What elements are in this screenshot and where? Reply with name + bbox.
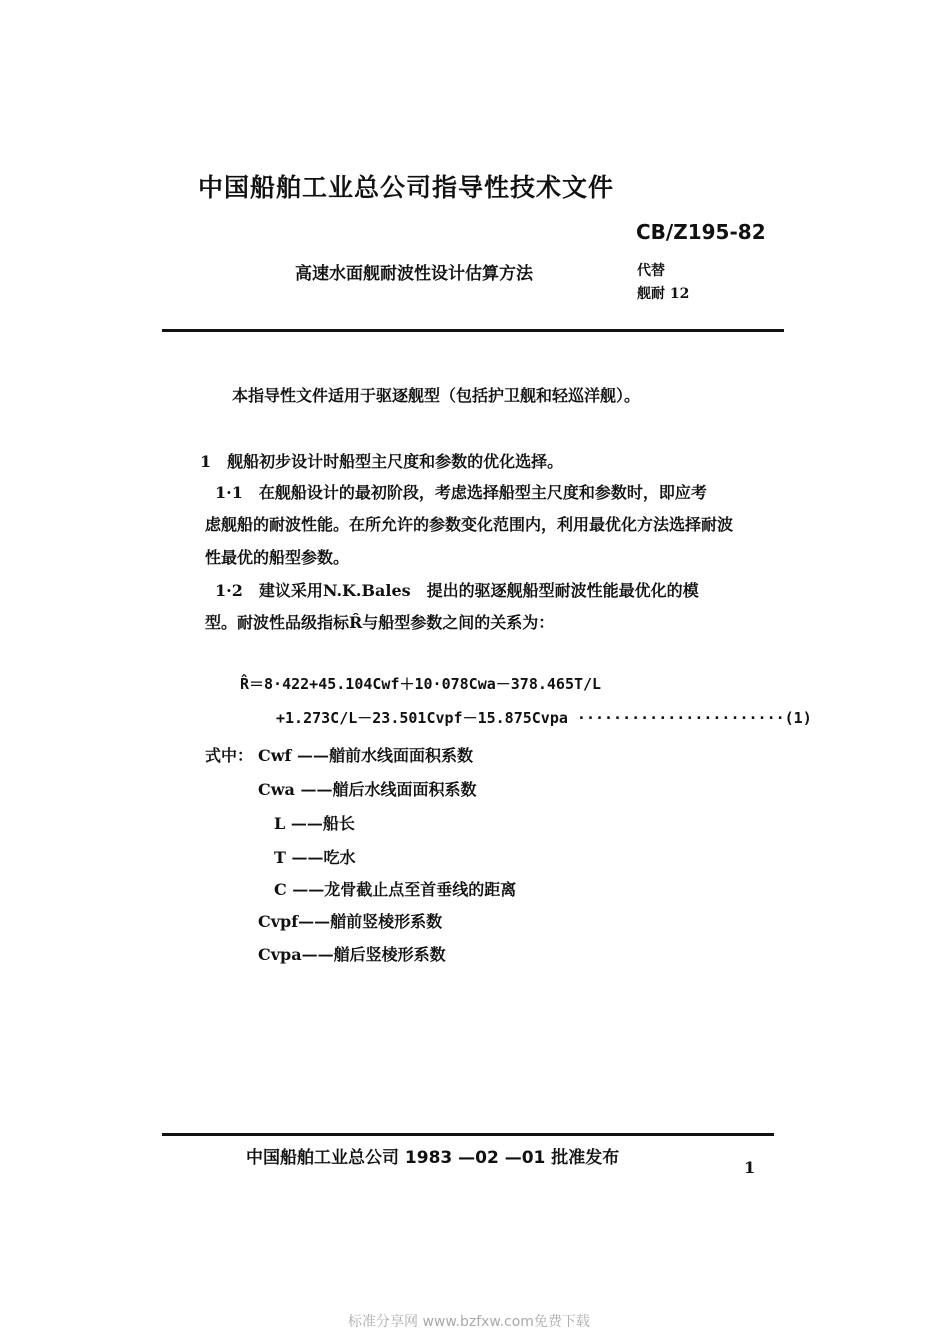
org-title: 中国船舶工业总公司指导性技术文件 [198, 173, 615, 202]
section-1-2-line-1: 1·2 建议采用N.K.Bales 提出的驱逐舰船型耐波性能最优化的模 [215, 581, 699, 600]
scope-statement: 本指导性文件适用于驱逐舰型（包括护卫舰和轻巡洋舰）。 [232, 386, 641, 405]
page-number: 1 [744, 1158, 756, 1177]
standard-code: CB/Z195-82 [636, 220, 766, 244]
definitions-label: 式中： [205, 746, 254, 765]
watermark-text: 标准分享网 www.bzfxw.com免费下载 [348, 1314, 590, 1330]
definition-item: Cwf ——艏前水线面面积系数 [258, 746, 473, 765]
section-1-heading: 1 舰船初步设计时船型主尺度和参数的优化选择。 [200, 452, 564, 471]
replaces-label: 代替 [637, 263, 665, 279]
definition-item: L ——船长 [274, 814, 355, 833]
definition-item: Cvpf——艏前竖棱形系数 [258, 912, 443, 931]
definition-item: Cwa ——艏后水线面面积系数 [258, 780, 477, 799]
definition-item: Cvpa——艏后竖棱形系数 [258, 945, 446, 964]
bottom-divider [162, 1133, 774, 1136]
section-1-1-line-2: 虑舰船的耐波性能。在所允许的参数变化范围内，利用最优化方法选择耐波 [205, 515, 734, 534]
top-divider [162, 329, 784, 332]
issue-footer: 中国船舶工业总公司 1983 —02 —01 批准发布 [246, 1148, 620, 1168]
formula-line-2: +1.273C/L－23.501Cvpf－15.875Cvpa ·······················(1) [276, 709, 812, 727]
section-1-1-line-3: 性最优的船型参数。 [205, 548, 350, 567]
replaces-value: 舰耐 12 [637, 286, 690, 302]
section-1-1-line-1: 1·1 在舰船设计的最初阶段，考虑选择船型主尺度和参数时，即应考 [215, 483, 707, 502]
formula-line-1: R̂＝8·422+45.104Cwf＋10·078Cwa－378.465T/L [240, 675, 602, 693]
section-1-2-line-2: 型。耐波性品级指标R̂与船型参数之间的关系为： [205, 613, 555, 632]
definition-item: T ——吃水 [274, 848, 356, 867]
document-title: 高速水面舰耐波性设计估算方法 [295, 264, 533, 284]
definition-item: C ——龙骨截止点至首垂线的距离 [274, 880, 517, 899]
